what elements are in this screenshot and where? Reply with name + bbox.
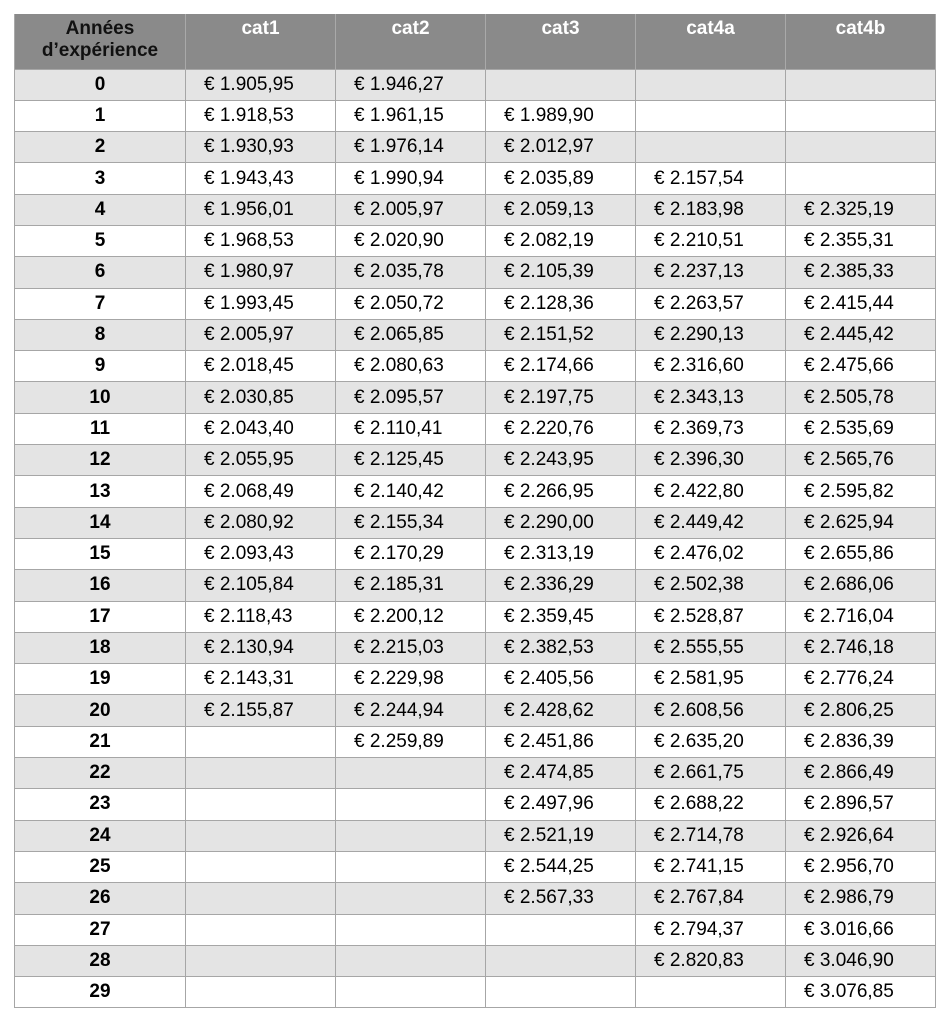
years-cell: 28 [15,945,186,976]
salary-cell: € 1.990,94 [336,163,486,194]
salary-cell: € 2.896,57 [786,789,936,820]
salary-cell [336,789,486,820]
years-cell: 25 [15,851,186,882]
salary-scale-table [14,14,936,1008]
salary-cell: € 2.043,40 [186,413,336,444]
salary-cell: € 2.050,72 [336,288,486,319]
salary-cell: € 2.020,90 [336,225,486,256]
years-cell: 10 [15,382,186,413]
salary-cell: € 2.528,87 [636,601,786,632]
table-row [15,476,936,507]
years-cell: 16 [15,570,186,601]
salary-cell: € 2.080,63 [336,351,486,382]
salary-cell [336,977,486,1008]
salary-cell: € 1.968,53 [186,225,336,256]
salary-cell: € 2.776,24 [786,664,936,695]
years-cell: 4 [15,194,186,225]
salary-cell: € 1.989,90 [486,100,636,131]
salary-cell: € 2.110,41 [336,413,486,444]
salary-cell: € 2.555,55 [636,632,786,663]
salary-cell: € 2.836,39 [786,726,936,757]
salary-cell: € 2.093,43 [186,538,336,569]
years-cell: 18 [15,632,186,663]
table-row [15,883,936,914]
table-row [15,914,936,945]
header-cat2: cat2 [336,14,486,69]
salary-cell [186,851,336,882]
salary-cell: € 2.118,43 [186,601,336,632]
salary-cell: € 2.143,31 [186,664,336,695]
salary-cell: € 2.956,70 [786,851,936,882]
salary-cell: € 2.080,92 [186,507,336,538]
header-years-line1: Années [65,18,135,39]
salary-cell: € 2.355,31 [786,225,936,256]
salary-cell: € 2.359,45 [486,601,636,632]
salary-cell: € 2.151,52 [486,319,636,350]
salary-cell [336,914,486,945]
salary-cell: € 3.076,85 [786,977,936,1008]
salary-cell: € 2.220,76 [486,413,636,444]
table-row [15,695,936,726]
salary-cell: € 2.059,13 [486,194,636,225]
salary-cell: € 2.405,56 [486,664,636,695]
salary-cell [336,820,486,851]
table-row [15,163,936,194]
salary-cell: € 2.170,29 [336,538,486,569]
salary-cell: € 2.544,25 [486,851,636,882]
years-cell: 6 [15,257,186,288]
header-cat3: cat3 [486,14,636,69]
table-row [15,288,936,319]
salary-cell: € 2.688,22 [636,789,786,820]
salary-cell: € 2.259,89 [336,726,486,757]
salary-cell: € 2.155,34 [336,507,486,538]
salary-cell [186,945,336,976]
salary-cell: € 1.943,43 [186,163,336,194]
salary-cell: € 2.183,98 [636,194,786,225]
salary-cell: € 2.128,36 [486,288,636,319]
salary-cell: € 2.741,15 [636,851,786,882]
years-cell: 3 [15,163,186,194]
years-cell: 5 [15,225,186,256]
salary-cell: € 2.451,86 [486,726,636,757]
salary-cell: € 2.716,04 [786,601,936,632]
table-row [15,601,936,632]
salary-cell [486,977,636,1008]
salary-cell [186,820,336,851]
salary-cell: € 2.535,69 [786,413,936,444]
salary-cell: € 3.046,90 [786,945,936,976]
table-row [15,132,936,163]
salary-cell: € 2.215,03 [336,632,486,663]
salary-cell: € 1.930,93 [186,132,336,163]
years-cell: 21 [15,726,186,757]
years-cell: 20 [15,695,186,726]
salary-cell [786,69,936,100]
salary-cell [636,977,786,1008]
salary-cell: € 2.565,76 [786,445,936,476]
salary-cell: € 2.313,19 [486,538,636,569]
table-row [15,382,936,413]
salary-cell: € 2.820,83 [636,945,786,976]
salary-cell: € 2.343,13 [636,382,786,413]
salary-cell: € 2.290,00 [486,507,636,538]
salary-cell [486,945,636,976]
salary-cell [336,945,486,976]
table-row [15,507,936,538]
years-cell: 11 [15,413,186,444]
salary-cell: € 2.476,02 [636,538,786,569]
salary-cell [786,132,936,163]
salary-cell: € 2.005,97 [186,319,336,350]
salary-cell: € 2.290,13 [636,319,786,350]
years-cell: 29 [15,977,186,1008]
years-cell: 1 [15,100,186,131]
salary-cell [186,977,336,1008]
header-cat4b: cat4b [786,14,936,69]
table-row [15,945,936,976]
salary-cell: € 1.993,45 [186,288,336,319]
salary-cell: € 2.475,66 [786,351,936,382]
salary-cell: € 2.197,75 [486,382,636,413]
salary-cell [636,100,786,131]
salary-cell: € 2.055,95 [186,445,336,476]
salary-cell: € 2.767,84 [636,883,786,914]
table-row [15,664,936,695]
salary-cell: € 2.140,42 [336,476,486,507]
salary-cell: € 2.382,53 [486,632,636,663]
salary-cell [186,758,336,789]
years-cell: 9 [15,351,186,382]
salary-cell [786,100,936,131]
table-row [15,851,936,882]
salary-cell: € 2.325,19 [786,194,936,225]
salary-cell: € 2.866,49 [786,758,936,789]
salary-cell [186,883,336,914]
salary-cell: € 1.956,01 [186,194,336,225]
salary-cell: € 2.174,66 [486,351,636,382]
salary-cell [336,883,486,914]
salary-cell: € 2.686,06 [786,570,936,601]
table-row [15,538,936,569]
salary-cell: € 2.157,54 [636,163,786,194]
years-cell: 2 [15,132,186,163]
salary-cell: € 2.068,49 [186,476,336,507]
salary-cell: € 2.369,73 [636,413,786,444]
salary-cell: € 2.474,85 [486,758,636,789]
salary-cell: € 2.263,57 [636,288,786,319]
salary-cell [186,789,336,820]
table-row [15,632,936,663]
years-cell: 7 [15,288,186,319]
years-cell: 15 [15,538,186,569]
years-cell: 22 [15,758,186,789]
salary-cell [186,914,336,945]
salary-cell: € 1.918,53 [186,100,336,131]
salary-cell [636,132,786,163]
salary-cell [336,758,486,789]
table-row [15,789,936,820]
salary-cell: € 2.746,18 [786,632,936,663]
table-row [15,977,936,1008]
years-cell: 14 [15,507,186,538]
salary-cell: € 2.105,39 [486,257,636,288]
salary-cell: € 2.521,19 [486,820,636,851]
salary-cell: € 1.976,14 [336,132,486,163]
salary-cell: € 2.505,78 [786,382,936,413]
salary-cell: € 3.016,66 [786,914,936,945]
header-cat1: cat1 [186,14,336,69]
salary-cell: € 1.946,27 [336,69,486,100]
salary-cell: € 2.336,29 [486,570,636,601]
salary-cell: € 2.415,44 [786,288,936,319]
header-years [15,14,186,69]
salary-cell [786,163,936,194]
years-cell: 19 [15,664,186,695]
table-row [15,194,936,225]
salary-cell: € 2.200,12 [336,601,486,632]
years-cell: 24 [15,820,186,851]
salary-cell: € 2.030,85 [186,382,336,413]
header-cat4a: cat4a [636,14,786,69]
table-row [15,100,936,131]
salary-cell: € 2.625,94 [786,507,936,538]
salary-cell: € 2.012,97 [486,132,636,163]
salary-cell: € 2.595,82 [786,476,936,507]
salary-cell: € 2.422,80 [636,476,786,507]
salary-cell: € 2.396,30 [636,445,786,476]
table-row [15,319,936,350]
years-cell: 26 [15,883,186,914]
salary-cell: € 2.018,45 [186,351,336,382]
salary-cell: € 2.635,20 [636,726,786,757]
years-cell: 8 [15,319,186,350]
salary-cell: € 2.502,38 [636,570,786,601]
salary-cell: € 1.905,95 [186,69,336,100]
table-body [15,69,936,1008]
header-years-line2: d’expérience [41,40,159,61]
table-row [15,726,936,757]
salary-cell: € 2.266,95 [486,476,636,507]
salary-cell: € 1.980,97 [186,257,336,288]
salary-cell [486,914,636,945]
salary-cell: € 2.926,64 [786,820,936,851]
salary-cell: € 2.581,95 [636,664,786,695]
salary-cell: € 2.986,79 [786,883,936,914]
table-row [15,351,936,382]
salary-cell: € 2.567,33 [486,883,636,914]
salary-cell: € 2.445,42 [786,319,936,350]
salary-cell: € 2.608,56 [636,695,786,726]
years-cell: 27 [15,914,186,945]
salary-cell: € 2.155,87 [186,695,336,726]
salary-cell: € 2.806,25 [786,695,936,726]
table-row [15,225,936,256]
salary-cell: € 2.095,57 [336,382,486,413]
salary-cell: € 2.449,42 [636,507,786,538]
salary-cell: € 1.961,15 [336,100,486,131]
salary-cell: € 2.385,33 [786,257,936,288]
salary-cell: € 2.035,89 [486,163,636,194]
table-row [15,257,936,288]
years-cell: 12 [15,445,186,476]
years-cell: 13 [15,476,186,507]
salary-cell: € 2.210,51 [636,225,786,256]
salary-cell: € 2.130,94 [186,632,336,663]
table-row [15,413,936,444]
salary-cell: € 2.794,37 [636,914,786,945]
years-cell: 0 [15,69,186,100]
salary-cell: € 2.316,60 [636,351,786,382]
salary-cell: € 2.244,94 [336,695,486,726]
salary-cell: € 2.082,19 [486,225,636,256]
table-row [15,820,936,851]
salary-cell: € 2.655,86 [786,538,936,569]
salary-cell: € 2.243,95 [486,445,636,476]
salary-cell: € 2.497,96 [486,789,636,820]
salary-cell: € 2.237,13 [636,257,786,288]
years-cell: 23 [15,789,186,820]
salary-cell [486,69,636,100]
table-row [15,758,936,789]
salary-cell: € 2.105,84 [186,570,336,601]
table-row [15,570,936,601]
salary-cell: € 2.661,75 [636,758,786,789]
salary-cell [336,851,486,882]
salary-cell [636,69,786,100]
salary-cell: € 2.125,45 [336,445,486,476]
header-row [15,14,936,69]
years-cell: 17 [15,601,186,632]
table-row [15,445,936,476]
salary-cell: € 2.005,97 [336,194,486,225]
salary-cell: € 2.065,85 [336,319,486,350]
salary-cell: € 2.714,78 [636,820,786,851]
table-row [15,69,936,100]
salary-cell [186,726,336,757]
salary-cell: € 2.229,98 [336,664,486,695]
salary-cell: € 2.035,78 [336,257,486,288]
salary-cell: € 2.185,31 [336,570,486,601]
salary-cell: € 2.428,62 [486,695,636,726]
